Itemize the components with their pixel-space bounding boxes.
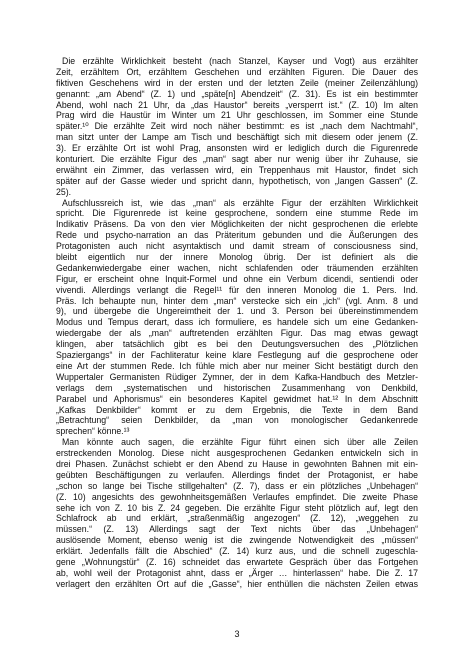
text-line: verlagert den erzählten Ort auf die „Gasse“, hier enthüllen die nächsten Zeilen etwas [56, 578, 418, 589]
text-line: erstreckenden Monolog. Diese nicht ausgesprochenen Gedanken entwickeln sich in [56, 448, 418, 459]
text-line: (Z. 10) angesichts des gewohnheitsgemäßen Verlaufes empfindet. Die zweite Phase [56, 491, 418, 502]
text-line: 9), und übergebe die Ungereimtheit der 1. und 3. Person bei übereinstimmendem [56, 306, 418, 317]
text-line: Indikativ Präsens. Da von den vier Möglichkeiten der nicht gesprochenen die erlebte [56, 219, 418, 230]
text-line: gene „Wohnungstür“ (Z. 16) schneidet das erwartete Gespräch über das Fortgehen [56, 556, 418, 567]
text-line: später auf der Gasse wieder und spricht dann, hypothetisch, von „langen Gassen“ (Z. [56, 175, 418, 186]
text-line: Gedankenwiedergabe einer wachen, nicht schlafenden oder träumenden erzählten [56, 262, 418, 273]
text-line: Spaziergangs“ in der Fachliteratur keine klare Festlegung auf die gesprochene oder [56, 350, 418, 361]
page-number: 3 [234, 629, 240, 639]
text-line: konturiert. Die erzählte Figur des „man“ sagt aber nur wenig über ihr Zuhause, sie [56, 154, 418, 165]
text-line: Die erzählte Wirklichkeit besteht (nach Stanzel, Kayser und Vogt) aus erzählter [62, 56, 418, 66]
text-line: Man könnte auch sagen, die erzählte Figur führt einen sich über alle Zeilen [62, 437, 418, 448]
text-line: Figur, er erscheint ohne Inquit-Formel und ohne ein Verbum dicendi, sentiendi oder [56, 273, 418, 284]
text-line: wiedergabe der als „man“ auftretenden erzählten Figur. Das mag etwas gewagt [56, 328, 418, 339]
text-line: 25). [56, 186, 72, 197]
text-line: Protagonisten auch nicht asyntaktisch und damit stream of consciousness sind, [56, 241, 418, 252]
text-line: Modus und Tempus derart, dass ich formuliere, es handele sich um eine Gedanken- [56, 317, 418, 328]
text-line: genannt: „am Abend“ (Z. 1) und „späte[n] Abendzeit“ (Z. 31). Es ist ein bestimmter [56, 88, 418, 99]
text-line: Zeit, erzähltem Ort, erzähltem Geschehen und erzählten Figuren. Die Dauer des [56, 66, 418, 77]
text-line: drei Phasen. Zunächst schiebt er den Abend zu Hause in gewohnten Bahnen mit ein- [56, 458, 418, 469]
text-line: verlags dem „systematischen und historischen Zusammenhang von Denkbild, [56, 382, 418, 393]
text-line: „Betrachtung“ seien Denkbilder, da „man von monologischer Gedankenrede [56, 415, 418, 426]
text-line: ab, wohl weil der Protagonist ahnt, dass er „Ärger … hinterlassen“ habe. Die Z. 17 [56, 567, 418, 578]
text-line: erklärt. Jedenfalls fällt die Abschied“ (Z. 14) kurz aus, und die schnell zugeschla- [56, 546, 418, 557]
text-line: Abend, wohl nach 21 Uhr, da „das Haustor“ bereits „versperrt ist.“ (Z. 10) Im alten [56, 99, 418, 110]
text-line: „Kafkas Denkbilder“ kommt er zu dem Ergebnis, die Texte in dem Band [56, 404, 418, 415]
text-line: „schon so lange bei Tische stillgehalten“ (Z. 7), dass er ein plötzliches „Unbehagen“ [56, 480, 418, 491]
text-line: 3). Er erzählte Ort ist wohl Prag, ansonsten wird er lediglich durch die Figurenrede [56, 143, 418, 154]
text-line: bleibt eigentlich nur der innere Monolog übrig. Der ist definiert als die [56, 252, 418, 263]
text-line: vivendi. Allerdings verlangt die Regel¹¹ für den inneren Monolog die 1. Pers. Ind. [56, 284, 418, 295]
text-line: Präs. Ich behaupte nun, hinter dem „man“ verstecke sich ein „ich“ (vgl. Anm. 8 und [56, 295, 418, 306]
text-line: sehe ich von Z. 10 bis Z. 24 gegeben. Die erzählte Figur steht plötzlich auf, legt den [56, 502, 418, 513]
text-line: müssen.“ (Z. 13) Allerdings sagt der Text nichts über das „Unbehagen“ [56, 524, 418, 535]
text-line: Aufschlussreich ist, wie das „man“ als erzählte Figur der erzählten Wirklichkeit [62, 197, 418, 208]
body-text [56, 56, 418, 590]
text-line: Prag wird die Haustür im Winter um 21 Uhr geschlossen, im Sommer eine Stunde [56, 110, 418, 121]
text-line: fiktiven Geschehens wird in der ersten und der letzten Zeile (meiner Zeilenzählung) [56, 77, 418, 88]
text-line: erwähnt ein Zimmer, das verlassen wird, ein Treppenhaus mit Haustor, findet sich [56, 164, 418, 175]
text-line: spricht. Die Figurenrede ist keine gesprochene, sondern eine stumme Rede im [56, 208, 418, 219]
text-line: Wuppertaler Germanisten Rüdiger Zymner, der in dem Kafka-Handbuch des Metzler- [56, 371, 418, 382]
text-line: Parabel und Aphorismus“ ein besonderes Kapitel gewidmet hat.¹² In dem Abschnitt [56, 393, 418, 404]
text-line: später.¹⁰ Die erzählte Zeit wird noch näher bestimmt: es ist „nach dem Nachtmahl“, [56, 121, 418, 132]
text-line: sprechen“ könne.¹³ [56, 426, 130, 437]
text-line: Schlafrock ab und erklärt, „straßenmäßig angezogen“ (Z. 12), „weggehen zu [56, 513, 418, 524]
paragraph-2 [56, 198, 418, 438]
text-line: eine Art der stummen Rede. Ich fühle mich aber nur meiner Sicht bestätigt durch den [56, 360, 418, 371]
paragraph-3 [56, 437, 418, 589]
text-line: Rede und psycho-narration an das Präteritum gebunden und die Äußerungen des [56, 230, 418, 241]
text-line: man sitzt unter der Lampe am Tisch und beschäftigt sich mit diesem oder jenem (Z. [56, 132, 418, 143]
paragraph-1 [56, 56, 418, 198]
text-line: auslösende Moment, ebenso wenig ist die zwingende Notwendigkeit des „müssen“ [56, 535, 418, 546]
text-line: klingen, aber tatsächlich gibt es bei den Deutungsversuchen des „Plötzlichen [56, 339, 418, 350]
text-line: geübten Beschäftigungen zu verlaufen. Allerdings findet der Protagonist, er habe [56, 469, 418, 480]
